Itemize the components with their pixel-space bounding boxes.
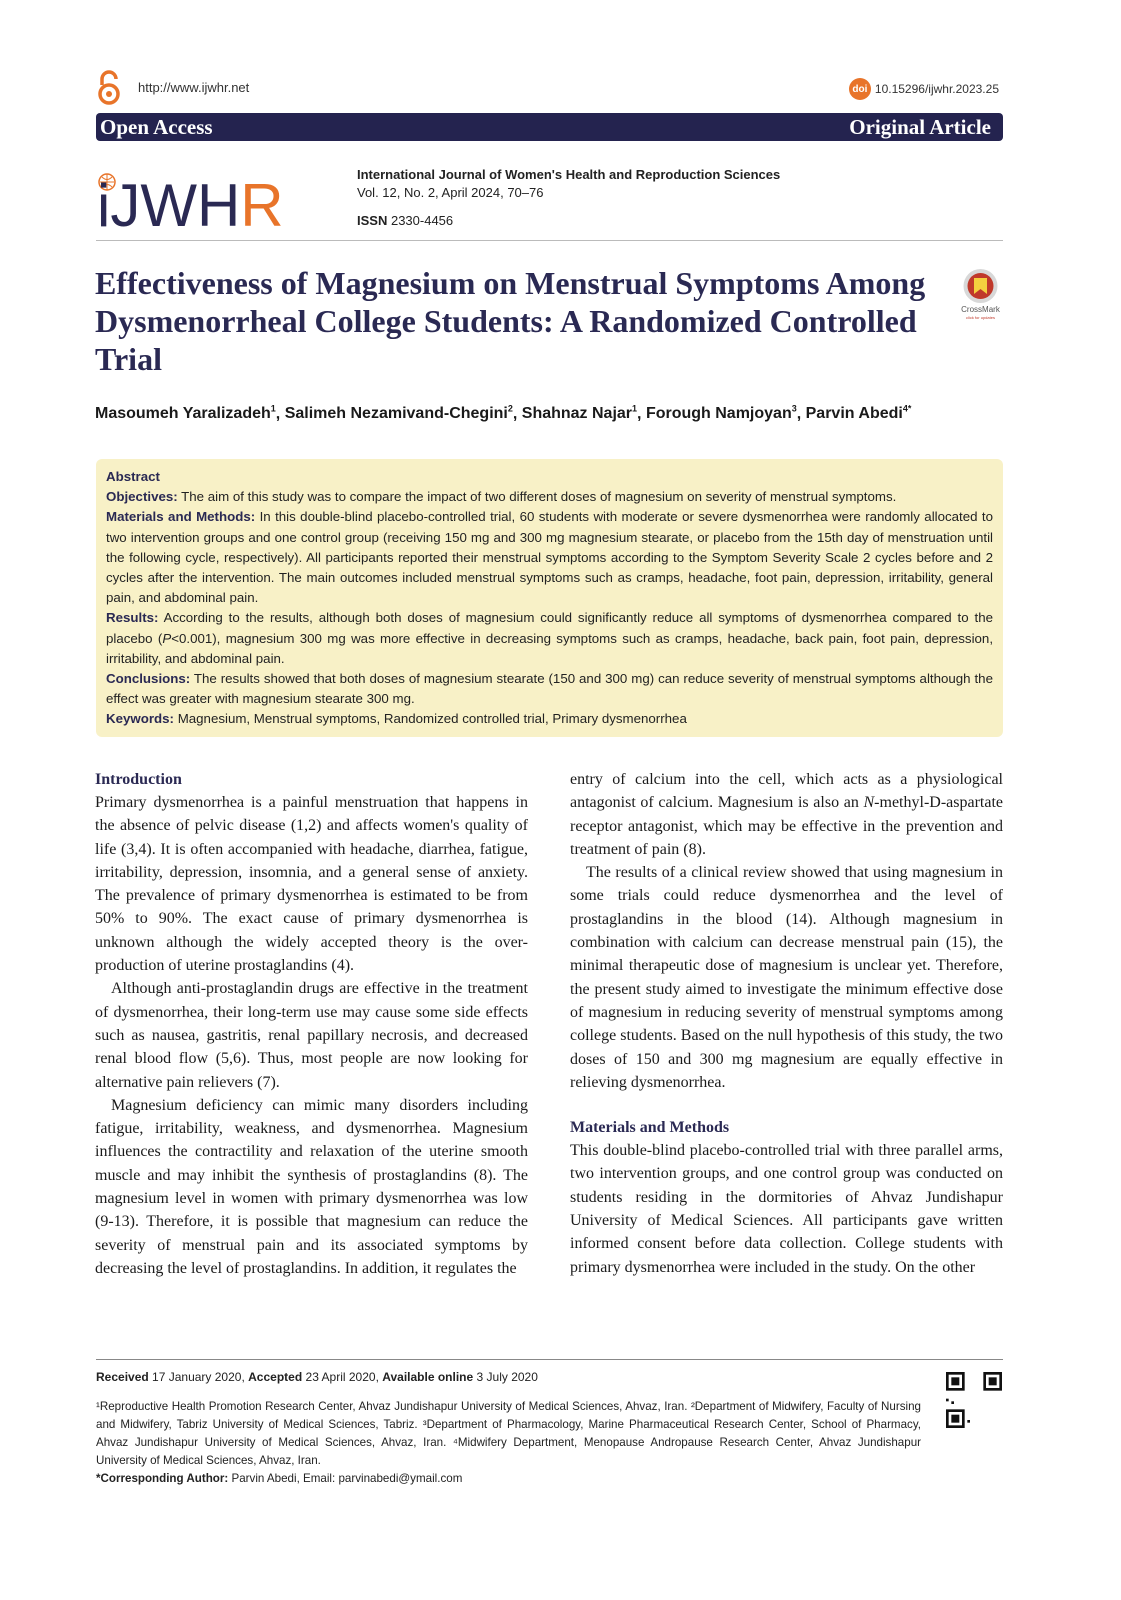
doi-icon: doi <box>849 78 871 100</box>
abstract-results: Results: According to the results, although both doses of magnesium could significantly reduce all symptoms of dysmenorrhea compared to the placebo (P<0.001), magnesium 300 mg was more effective in decreasing symptoms such as cramps, headache, back pain, foot pain, depression, irritability, and abdominal pain. <box>106 610 994 666</box>
body-right-column <box>570 768 1003 1279</box>
doi-link[interactable] <box>849 78 999 100</box>
article-title: Effectiveness of Magnesium on Menstrual Symptoms Among Dysmenorrheal College Students: A Randomized Controlled Trial <box>95 265 926 377</box>
journal-issn: ISSN 2330-4456 <box>357 213 454 228</box>
right-paragraph-2: The results of a clinical review showed that using magnesium in some trials could reduce dysmenorrhea and the level of prostaglandins in the blood (14). Although magnesium in combination with calcium can decrease menstrual pain (15), the minimal therapeutic dose of magnesium is unclear yet. Therefore, the present study aimed to investigate the minimum effective dose of magnesium in reducing severity of menstrual symptoms among college students. Based on the null hypothesis of this study, the two doses of 150 and 300 mg magnesium are equally effective in relieving dysmenorrhea. <box>570 864 1003 1091</box>
open-access-icon <box>96 70 122 106</box>
header-divider <box>96 240 1003 241</box>
intro-heading: Introduction <box>95 771 182 788</box>
open-access-label: Open Access <box>100 115 213 139</box>
affiliation-text: ¹Reproductive Health Promotion Research Center, Ahvaz Jundishapur University of Medical Sciences, Ahvaz, Iran. ²Department of Midwifery, Faculty of Nursing and Midwifery, Tabriz University of Medical Sciences, Tabriz. ³Department of Pharmacology, Marine Pharmaceutical Research Center, School of Pharmacy, Ahvaz Jundishapur University of Medical Sciences, Ahvaz, Iran. ⁴Midwifery Department, Menopause Andropause Research Center, Ahvaz Jundishapur University of Medical Sciences, Ahvaz, Iran. <box>96 1400 921 1467</box>
author-list: Masoumeh Yaralizadeh$^1$, Salimeh Nezamivand-Chegini$^2$, Shahnaz Najar$^1$, Forough Namjoyan$^3$, Parvin Abedi$^{4*}$ <box>95 404 912 423</box>
journal-volume: Vol. 12, No. 2, April 2024, 70–76 <box>357 185 544 200</box>
journal-logo <box>97 170 297 232</box>
affiliations <box>96 1398 921 1488</box>
svg-text:click for updates: click for updates <box>966 315 995 320</box>
abstract-conclusions: Conclusions: The results showed that both doses of magnesium stearate (150 and 300 mg) can reduce severity of menstrual symptoms although the effect was greater with magnesium stearate 300 mg. <box>106 671 993 707</box>
svg-text:CrossMark: CrossMark <box>961 305 1000 314</box>
article-dates: Received 17 January 2020, Accepted 23 April 2020, Available online 3 July 2020 <box>96 1370 538 1384</box>
journal-name: International Journal of Women's Health and Reproduction Sciences <box>357 167 781 182</box>
intro-paragraph-1: Primary dysmenorrhea is a painful menstruation that happens in the absence of pelvic disease (1,2) and affects women's quality of life (3,4). It is often accompanied with headache, diarrhea, fatigue, irritability, depression, insomnia, and a general sense of anxiety. The prevalence of primary dysmenorrhea is estimated to be from 50% to 90%. The exact cause of primary dysmenorrhea is unknown although the widely accepted theory is the over-production of uterine prostaglandins (4). <box>95 794 528 975</box>
body-left-column <box>95 768 528 1280</box>
corresponding-author: *Corresponding Author: Parvin Abedi, Email: parvinabedi@ymail.com <box>96 1472 463 1485</box>
author-name: Forough Namjoyan$^3$ <box>645 404 797 423</box>
author-name: Masoumeh Yaralizadeh$^1$ <box>95 404 276 423</box>
crossmark-icon[interactable] <box>958 268 1003 320</box>
abstract-methods: Materials and Methods: In this double-blind placebo-controlled trial, 60 students with moderate or severe dysmenorrhea were randomly allocated to two intervention groups and one control group (receiving 150 mg and 300 mg magnesium stearate, or placebo from the 15th day of menstruation until the following cycle, respectively). All participants reported their menstrual symptoms according to the Symptom Severity Scale 2 cycles before and 2 cycles after the intervention. The main outcomes included menstrual symptoms such as cramps, headache, foot pain, depression, irritability, general pain, and abdominal pain. <box>106 509 994 606</box>
svg-text:iJWHR: iJWHR <box>97 172 284 232</box>
author-name: Shahnaz Najar$^1$ <box>521 404 638 423</box>
footer-divider <box>96 1359 1003 1360</box>
qr-code-icon <box>946 1372 1002 1428</box>
abstract-box <box>96 459 1003 737</box>
methods-heading: Materials and Methods <box>570 1119 730 1137</box>
methods-paragraph-1: This double-blind placebo-controlled trial with three parallel arms, two intervention groups, and one control group was conducted on students residing in the dormitories of Ahvaz Jundishapur University of Medical Sciences. All participants gave written informed consent before data collection. College students with primary dysmenorrhea were included in the study. On the other <box>570 1142 1003 1276</box>
right-paragraph-1: entry of calcium into the cell, which acts as a physiological antagonist of calcium. Magnesium is also an N-methyl-D-aspartate receptor antagonist, which may be effective in the prevention and treatment of pain (8). <box>570 771 1003 858</box>
article-type-label: Original Article <box>849 115 991 139</box>
author-name: Salimeh Nezamivand-Chegini$^2$ <box>284 404 513 423</box>
intro-paragraph-3: Magnesium deficiency can mimic many disorders including fatigue, irritability, weakness, and dysmenorrhea. Magnesium influences the contractility and relaxation of the uterine smooth muscle and may inhibit the synthesis of prostaglandins (8). The magnesium level in women with primary dysmenorrhea was low (9-13). Therefore, it is possible that magnesium can reduce the severity of menstrual pain and its associated symptoms by decreasing the level of prostaglandins. In addition, it regulates the <box>95 1096 528 1277</box>
abstract-heading: Abstract <box>106 469 160 484</box>
journal-info <box>357 166 780 230</box>
doi-text: 10.15296/ijwhr.2023.25 <box>874 82 999 96</box>
article-type-banner <box>96 113 1003 141</box>
abstract-objectives: Objectives: The aim of this study was to compare the impact of two different doses of magnesium on severity of menstrual symptoms. <box>106 489 897 505</box>
journal-url[interactable]: http://www.ijwhr.net <box>138 80 250 95</box>
abstract-keywords: Keywords: Magnesium, Menstrual symptoms, Randomized controlled trial, Primary dysmenorrhea <box>106 711 687 727</box>
author-name: Parvin Abedi$^{4*}$ <box>805 404 912 423</box>
intro-paragraph-2: Although anti-prostaglandin drugs are effective in the treatment of dysmenorrhea, their long-term use may cause some side effects such as nausea, gastritis, renal papillary necrosis, and decreased renal blood flow (5,6). Thus, most people are now looking for alternative pain relievers (7). <box>95 980 528 1091</box>
